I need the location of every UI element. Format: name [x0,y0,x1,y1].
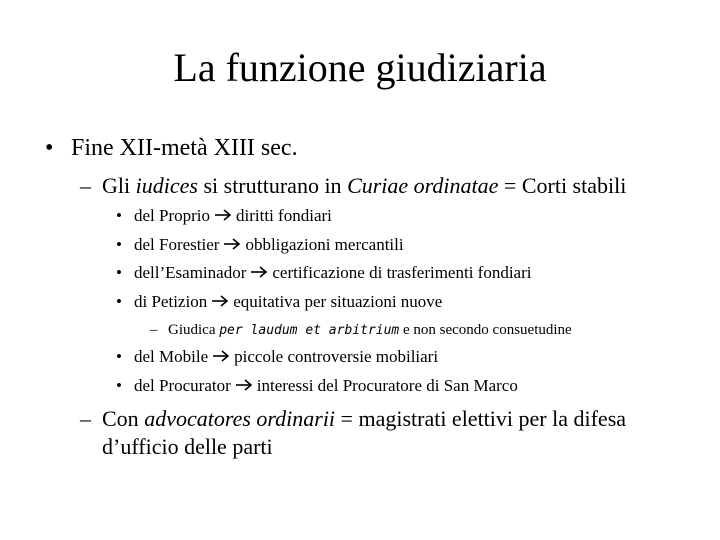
text-part: = Corti stabili [498,173,627,198]
period-text: Fine XII-metà XIII sec. [71,135,298,161]
text-italic: iudices [135,173,198,198]
bullet-marker: • [116,263,122,282]
court-name: del Proprio [134,206,211,225]
court-line [134,205,332,227]
text-italic: per laudum et arbitrium [219,323,400,338]
court-line [134,234,404,256]
court-desc: interessi del Procuratore di San Marco [256,376,518,395]
right-arrow-icon [250,265,268,279]
dash-marker: – [80,406,91,431]
court-desc: piccole controversie mobiliari [234,347,439,366]
note-text [168,320,572,341]
text-part: e non secondo consuetudine [399,322,572,338]
slide-title: La funzione giudiziaria [173,45,547,90]
bullet-marker: • [116,206,122,225]
bullet-marker: • [116,347,122,366]
bullet-marker: • [116,292,122,311]
dash-marker: – [150,322,158,338]
right-arrow-icon [211,294,229,308]
curiae-text [102,172,626,200]
right-arrow-icon [235,378,253,392]
court-desc: obbligazioni mercantili [245,235,404,254]
court-line [134,375,518,397]
text-part: Gli [102,173,136,198]
right-arrow-icon [212,349,230,363]
text-part: Con [102,406,145,431]
court-line [134,262,532,284]
text-italic: advocatores ordinarii [144,406,336,431]
court-name: di Petizion [134,292,208,311]
court-name: del Mobile [134,347,209,366]
court-desc: equitativa per situazioni nuove [233,292,443,311]
right-arrow-icon [223,237,241,251]
text-italic: Curiae ordinatae [347,173,499,198]
bullet-marker: • [116,235,122,254]
continuation-text: d’ufficio delle parti [102,434,273,459]
court-name: del Procurator [134,376,231,395]
text-part: = magistrati elettivi per la difesa [335,406,627,431]
court-line [134,346,438,368]
bullet-marker: • [45,135,54,161]
court-desc: certificazione di trasferimenti fondiari [272,263,532,282]
bullet-marker: • [116,376,122,395]
court-desc: diritti fondiari [236,206,332,225]
court-line [134,291,442,313]
text-part: si strutturano in [197,173,348,198]
court-name: dell’Esaminador [134,263,247,282]
text-part: Giudica [168,322,220,338]
right-arrow-icon [214,208,232,222]
advocatores-text [102,405,626,433]
court-name: del Forestier [134,235,220,254]
dash-marker: – [80,173,91,198]
